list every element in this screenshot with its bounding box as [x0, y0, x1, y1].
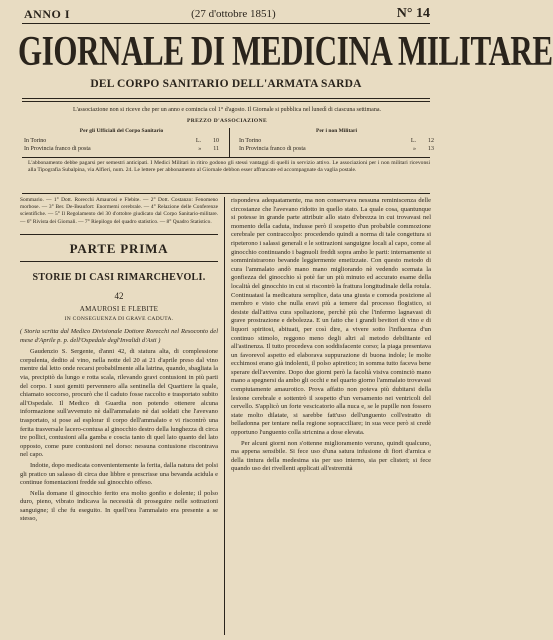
price-amount: 12 [428, 138, 434, 144]
volume-label: ANNO I [24, 6, 71, 21]
price-amount: 13 [428, 146, 434, 152]
article-paragraph: Gaudenzio S. Sergente, d'anni 42, di statura alta, di complessione corpulenta, dedito al vino, nella notte del 20 ai 21 d'aprile preso dal vino mentre dal letto onde recarsi probabilmente alla latrina, quando, sbagliata la via, precipitò da lungo e rotta scala, rilevando gravi contusioni in più parti del corpo. I suoi gemiti pervennero alla sentinella del Quartiere la quale, chiamato soccorso, procurò che il caduto fosse raccolto e trasportato subito all'Ospedale. Il Medico di Guardia non potendo ottenere alcuna informazione sull'avvenuto nè dall'ammalato nè dai soldati che l'avevano trasportato, si pose ad esplorar il corpo dell'ammalato e vi riscontrò una ferita trasversale lacero-contusa al ginocchio destro della lunghezza di circa tre pollici, contusioni alla gamba e coscia tanto di quel lato quanto del lato opposto, come pure contusioni nel dorso: nessuna contusione riscontrava nel capo. [20, 348, 218, 459]
price-amount: 11 [213, 146, 219, 152]
price-table [24, 128, 434, 160]
issue-number: N° 14 [396, 6, 430, 21]
article-paragraph: Indotte, dopo medicata convenientemente la ferita, dalla natura dei polsi gli pratico un salasso di circa due libbre e prescrisse una bevanda acidula e continue fomentazioni fredde sul ginocchio offeso. [20, 461, 218, 487]
masthead-subtitle: DEL CORPO SANITARIO DELL'ARMATA SARDA [90, 78, 362, 90]
left-column [20, 197, 218, 637]
article-paragraph: rispondeva adequatamente, ma non conservava nessuna reminiscenza delle circostanze che l'avevano ridotto in quello stato. La quale cosa, quantunque si potesse in grande parte attribuir allo stato d'ebrezza in cui trovavasi nel momento della caduta, indusse però il sospetto d'un probabile commozione cerebrale per contraccolpo: procedendo quindi a norma di tale congettura si ripeterono i salassi generali e le sottrazioni sanguigne locali al capo, come al ginocchio continuando i bagnuoli freddi sopra ambo le parti: internamente si somministrarono bevande leggiermente emetizzate. Con questo metodo di cura l'ammalato andò mano mano migliorando nè vedendo scemata la gonfiezza del ginocchio sì potè far un più minuto ed accurato esame della località del ginocchio in cui si riscontrò la frattura longitudinale della rotula. Continuatasi la medicatura semplice, data una giusta e comoda posizione al membro e visto che nulla eravi più a temere dal processo flogistico, si desiste dall'attiva cura spoliazione, perchè più che l'infermo lagnavasi di grave prostrazione e debolezza. E un fatto che i grandi bevitori di vino e di liquori spiritosi, abituati, per così dire, a vivere sotto l'influenza d'un continuo stimolo, reggono meno degli altri al metodo debilitante ed all'astinenza. Il tutto procedeva con soddisfacente corso; la piaga presentava un favorevol aspetto ed elaborava suppurazione di buona indole; le molte ecchimosi erano già indolenti, il polso apiretico; in somma tutto faceva bene sperare dell'avvenire. Dopo due giorni però la facoltà visiva cominciò mano mano a spegnersi da ambo gli occhi e nel quarto giorno l'ammalato trovavasi compiutamente amaurotico. Prova affatto non poteva più dubitarsi della lesione cerebrale e sottentrò il sospetto d'un versamento nei ventricoli del cervello. S'applicò un forte vescicatorio alla nuca e, se le pupille non fossero state molto dilatate, si sarebbe fatt'uso dell'unguento coll'estratto di belladonna per tentare nella regione sopracciliare; in sua vece però si credè opportuno l'unguento colla stricnina a dose elevata. [231, 197, 431, 437]
price-row [239, 137, 434, 145]
price-currency: L. [410, 138, 416, 144]
price-currency: L. [195, 138, 201, 144]
price-currency: » [413, 146, 416, 152]
price-row [239, 145, 434, 153]
section-rule [20, 261, 218, 262]
price-column-header: Per gli Ufficiali del Corpo Sanitario [79, 128, 164, 134]
right-column [231, 197, 431, 637]
price-column-civilians [239, 128, 434, 153]
section-rule [20, 234, 218, 235]
issue-date: (27 d'ottobre 1851) [191, 8, 276, 20]
price-column-officers [24, 128, 219, 153]
price-label: In Provincia franco di posta [24, 146, 91, 152]
issue-line [24, 6, 430, 22]
price-label: In Torino [24, 138, 47, 144]
part-heading: PARTE PRIMA [69, 240, 169, 256]
price-column-header: Per i non Militari [316, 128, 357, 134]
case-title: AMAUROSI E FLEBITE [79, 304, 159, 313]
price-label: In Provincia franco di posta [239, 146, 306, 152]
column-divider [224, 197, 225, 635]
article-paragraph: Per alcuni giorni non s'ottenne miglioramento veruno, quindi qualcuno, ma appena sensibile. Si fece uso d'una satura infusione di fiori d'arnica e della tintura della medesima sia per uso interno, sia per clisteri; si fece quando uso dei rivellenti applicati all'estremità [231, 439, 431, 473]
price-row [24, 137, 219, 145]
table-of-contents: Sommario. — 1° Dott. Rorecchi Amaurosi e Flebite. — 2° Dott. Costanzo: Fenomeno morbose. — 3° Ber. De-Beaufort: Enormemi cerebrale. — 4° Relazione delle Conferenze scientifiche. — 5° Il Regolamento del 30 d'ottobre giudicato dal Corpo Sanitario-militare. — 6° Rivista dei Giornali. — 7° Riepilogo del quadro statistico. — 8° Quadro Statistico. [20, 197, 218, 225]
case-subtitle: IN CONSEGUENZA DI GRAVE CADUTA. [64, 316, 174, 323]
masthead-rule-thin [22, 101, 430, 102]
case-attribution: ( Storia scritta dal Medico Divisionale Dottore Rorecchi nel Resoconto del mese d'Aprile p. p. dell'Ospedale degl'Invalidi d'Asti ) [20, 328, 218, 344]
subscription-notice: L'abbonamento debbe pagarsi per semestri anticipati. I Medici Militari in ritiro godono gli stessi vantaggi di quelli in servizio attivo. Le associazioni per i non militari ricevonsi alla Tipografia Subalpina, via Alfieri, num. 24. Le lettere per abbonamento al Giornale debbon esser affrancate ed accompagnate da vaglia postale. [28, 160, 430, 174]
price-divider [229, 128, 230, 158]
top-rule [22, 23, 430, 24]
price-heading: PREZZO D'ASSOCIAZIONE [186, 118, 268, 124]
price-currency: » [198, 146, 202, 152]
masthead-title: GIORNALE DI MEDICINA MILITARE [18, 27, 553, 75]
price-row [24, 145, 219, 153]
price-label: In Torino [239, 138, 262, 144]
article-paragraph: Nella domane il ginocchio ferito era molto gonfio e dolente; il polso duro, pieno, vibrato indicava la necessità di proseguire nelle sottrazioni sanguigne; il che fu eseguito. In quell'ora l'ammalato era presente a se stesso, [20, 489, 218, 523]
case-number: 42 [114, 290, 124, 301]
association-notice: L'associazione non si riceve che per un anno e comincia col 1° d'agosto. Il Giornale si pubblica nel lunedì di ciascuna settimana. [73, 107, 381, 113]
masthead-rule [22, 98, 430, 99]
body-top-rule [22, 193, 430, 194]
price-rule [22, 157, 430, 158]
price-amount: 10 [213, 138, 219, 144]
section-heading: STORIE DI CASI RIMARCHEVOLI. [32, 271, 206, 283]
